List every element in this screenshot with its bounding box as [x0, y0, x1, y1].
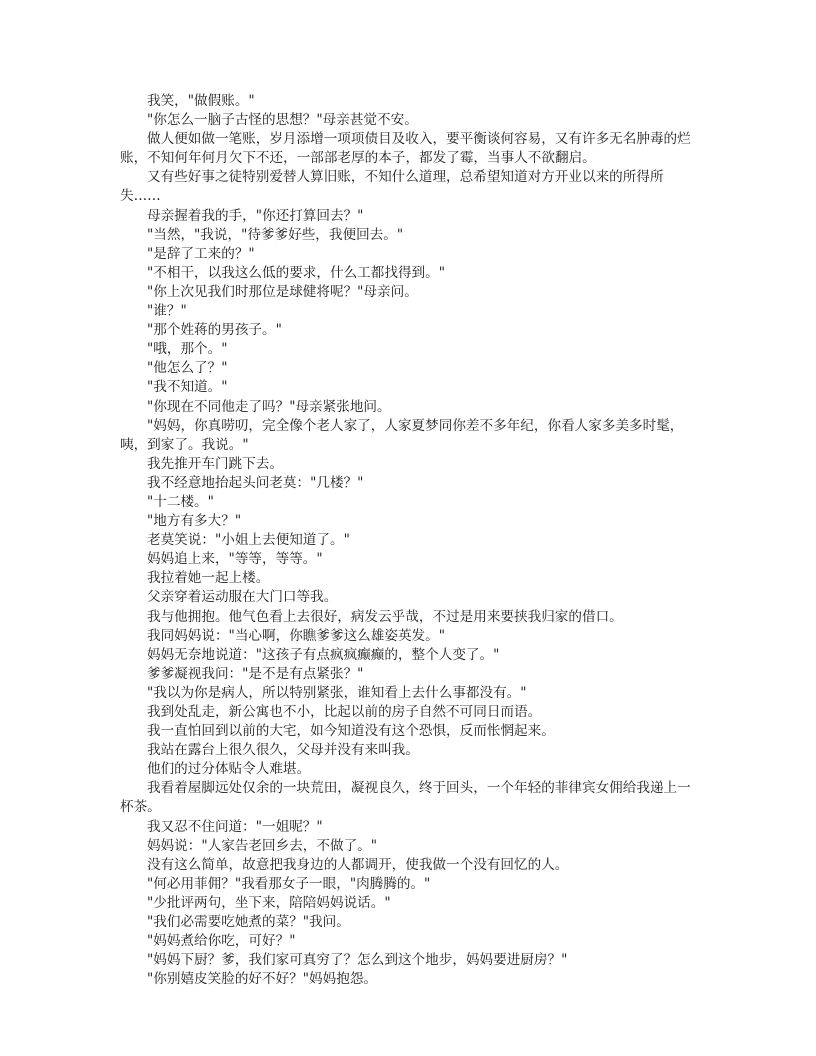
document-body: [120, 92, 698, 989]
paragraph: 我一直怕回到以前的大宅，如今知道没有这个恐惧，反而怅惘起来。: [147, 723, 555, 740]
paragraph: 我不经意地抬起头问老莫："几楼？": [147, 474, 364, 491]
paragraph: 我同妈妈说："当心啊，你瞧爹爹这么雄姿英发。": [147, 627, 445, 644]
paragraph: 他们的过分体贴令人难堪。: [147, 761, 311, 778]
paragraph: "地方有多大？": [147, 513, 242, 530]
paragraph: 做人便如做一笔账，岁月添增一项项债目及收入，要平衡谈何容易，又有许多无名肿毒的烂账，不知何年何月欠下不还，一部部老厚的本子，都发了霉，当事人不欲翻启。: [120, 131, 691, 167]
paragraph: 老莫笑说："小姐上去便知道了。": [147, 532, 350, 549]
paragraph: "你上次见我们时那位是球健将呢？"母亲问。: [147, 283, 418, 300]
paragraph: 又有些好事之徒特别爱替人算旧账，不知什么道理，总希望知道对方开业以来的所得所失……: [120, 169, 664, 205]
paragraph: "那个姓蒋的男孩子。": [147, 322, 282, 339]
paragraph: "是辞了工来的？": [147, 245, 255, 262]
paragraph: "妈妈下厨？爹，我们家可真穷了？怎么到这个地步，妈妈要进厨房？": [147, 952, 568, 969]
paragraph: "妈妈煮给你吃，可好？": [147, 933, 296, 950]
paragraph: 母亲握着我的手，"你还打算回去？": [147, 207, 364, 224]
paragraph: 妈妈追上来，"等等，等等。": [147, 551, 323, 568]
paragraph: 父亲穿着运动服在大门口等我。: [147, 589, 338, 606]
paragraph: 爹爹凝视我问："是不是有点紧张？": [147, 665, 364, 682]
paragraph: 我到处乱走，新公寓也不小，比起以前的房子自然不可同日而语。: [147, 704, 542, 720]
paragraph: "你别嬉皮笑脸的好不好？"妈妈抱怨。: [147, 971, 378, 988]
paragraph: 妈妈无奈地说道："这孩子有点疯疯癫癫的，整个人变了。": [147, 646, 500, 663]
paragraph: 我看着屋脚远处仅余的一块荒田，凝视良久，终于回头，一个年轻的菲律宾女佣给我递上一杯茶。: [120, 780, 691, 816]
paragraph: "当然，"我说，"待爹爹好些，我便回去。": [147, 226, 404, 243]
paragraph: "他怎么了？": [147, 360, 228, 377]
paragraph: "谁？": [147, 303, 187, 320]
paragraph: 没有这么简单，故意把我身边的人都调开，使我做一个没有回忆的人。: [147, 856, 569, 873]
paragraph: 我站在露台上很久很久，父母并没有来叫我。: [147, 742, 419, 759]
paragraph: "我们必需要吃她煮的菜？"我问。: [147, 914, 350, 931]
paragraph: 我又忍不住问道："一姐呢？": [147, 818, 323, 835]
paragraph: "妈妈，你真唠叨，完全像个老人家了，人家夏梦同你差不多年纪，你看人家多美多时髦，咦，到家了。我说。": [120, 417, 684, 453]
paragraph: 我笑，"做假账。": [147, 93, 255, 109]
paragraph: 我与他拥抱。他气色看上去很好，病发云乎哉，不过是用来要挟我归家的借口。: [147, 608, 623, 625]
paragraph: "你怎么一脑子古怪的思想？"母亲甚觉不安。: [147, 112, 418, 129]
paragraph: 我先推开车门跳下去。: [147, 455, 283, 472]
paragraph: "我以为你是病人，所以特别紧张，谁知看上去什么事都没有。": [147, 684, 527, 701]
paragraph: "你现在不同他走了吗？"母亲紧张地问。: [147, 398, 391, 415]
paragraph: "十二楼。": [147, 493, 214, 510]
paragraph: "何必用菲佣？"我看那女子一眼，"肉腾腾的。": [147, 875, 431, 892]
paragraph: 我拉着她一起上楼。: [147, 570, 270, 587]
paragraph: "少批评两句，坐下来，陪陪妈妈说话。": [147, 894, 391, 911]
paragraph: 妈妈说："人家告老回乡去，不做了。": [147, 837, 378, 854]
paragraph: "我不知道。": [147, 379, 228, 396]
paragraph: "不相干，以我这么低的要求，什么工都找得到。": [147, 264, 445, 281]
paragraph: "哦，那个。": [147, 341, 228, 358]
